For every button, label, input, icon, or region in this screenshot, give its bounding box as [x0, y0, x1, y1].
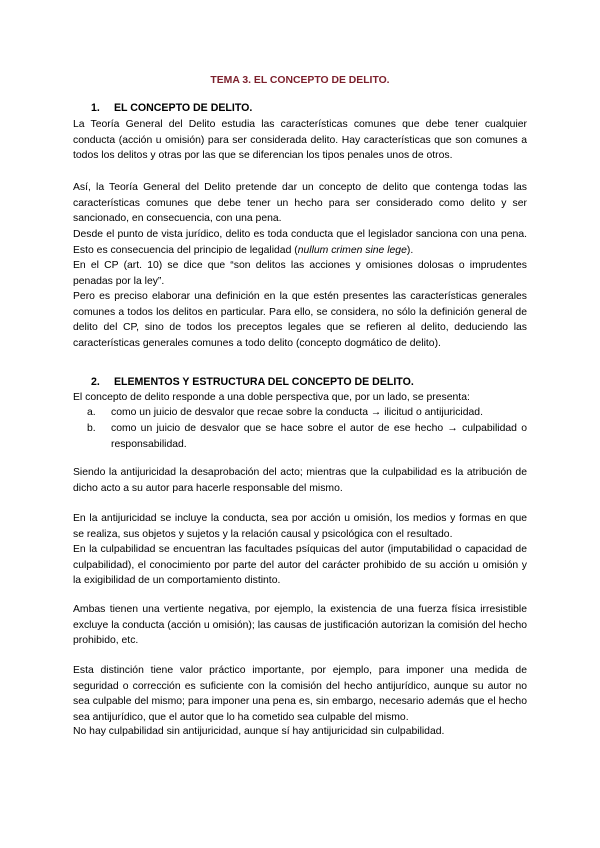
paragraph-text: Desde el punto de vista jurídico, delito es toda conducta que el legislador sanciona con una pena. Esto es consecuencia del principio de legalidad (: [73, 229, 527, 256]
section-2-heading: [91, 375, 414, 391]
section-1-number: 1.: [91, 102, 100, 114]
list-item-text: como un juicio de desvalor que se hace sobre el autor de ese hecho → culpabilidad o responsabilidad.: [111, 423, 527, 450]
paragraph: No hay culpabilidad sin antijuricidad, aunque sí hay antijuricidad sin culpabilidad.: [73, 726, 445, 737]
paragraph: El concepto de delito responde a una doble perspectiva que, por un lado, se presenta:: [73, 392, 470, 403]
paragraph: Ambas tienen una vertiente negativa, por ejemplo, la existencia de una fuerza física irresistible excluye la conducta (acción u omisión); las causas de justificación autorizan la comisión del hecho prohibido, etc.: [73, 604, 527, 647]
latin-phrase: nullum crimen sine lege: [297, 244, 407, 256]
paragraph: Esta distinción tiene valor práctico importante, por ejemplo, para imponer una medida de seguridad o corrección es suficiente con la comisión del hecho antijurídico, aunque su autor no sea culpable del mismo; para imponer una pena es, sin embargo, necesario además que el hecho sea antijurídico, que el autor que lo ha cometido sea culpable del mismo.: [73, 665, 527, 723]
paragraph: En la culpabilidad se encuentran las facultades psíquicas del autor (imputabilidad o capacidad de culpabilidad), el conocimiento por parte del autor del carácter prohibido de su acción u omisión y la exigibilidad de un comportamiento distinto.: [73, 544, 527, 587]
list-marker: a.: [87, 407, 96, 418]
section-2-number: 2.: [91, 376, 100, 388]
paragraph-text-end: ).: [406, 244, 414, 256]
section-1-title: EL CONCEPTO DE DELITO.: [113, 102, 253, 114]
paragraph: Siendo la antijuricidad la desaprobación del acto; mientras que la culpabilidad es la atribución de dicho acto a su autor para hacerle responsable del mismo.: [73, 467, 527, 494]
list-marker: b.: [87, 423, 96, 434]
paragraph: La Teoría General del Delito estudia las características comunes que debe tener cualquier conducta (acción u omisión) para ser considerada delito. Hay características que son comunes a todos los delitos y otras por las que se diferencian los tipos penales unos de otros.: [73, 119, 527, 162]
list-item-text: como un juicio de desvalor que recae sobre la conducta → ilicitud o antijuricidad.: [111, 407, 483, 418]
paragraph: [73, 227, 527, 258]
section-2-title: ELEMENTOS Y ESTRUCTURA DEL CONCEPTO DE DELITO.: [113, 376, 414, 388]
section-1-heading: [91, 101, 252, 117]
paragraph: Pero es preciso elaborar una definición en la que estén presentes las características generales comunes a todos los delitos en particular. Para ello, se considera, no sólo la definición general de delito del CP, sino de todos los preceptos legales que se refieren al delito, deduciendo las características generales comunes a todo delito (concepto dogmático de delito).: [73, 291, 527, 349]
paragraph: En el CP (art. 10) se dice que “son delitos las acciones y omisiones dolosas o imprudentes penadas por la ley”.: [73, 260, 527, 287]
document-title: TEMA 3. EL CONCEPTO DE DELITO.: [210, 75, 390, 86]
paragraph: Así, la Teoría General del Delito pretende dar un concepto de delito que contenga todas las características comunes que debe tener un hecho para ser considerado como delito y ser sancionado, en consecuencia, con una pena.: [73, 182, 527, 225]
paragraph: En la antijuricidad se incluye la conducta, sea por acción u omisión, los medios y formas en que se realiza, sus objetos y sujetos y la relación causal y psicológica con el resultado.: [73, 513, 527, 540]
